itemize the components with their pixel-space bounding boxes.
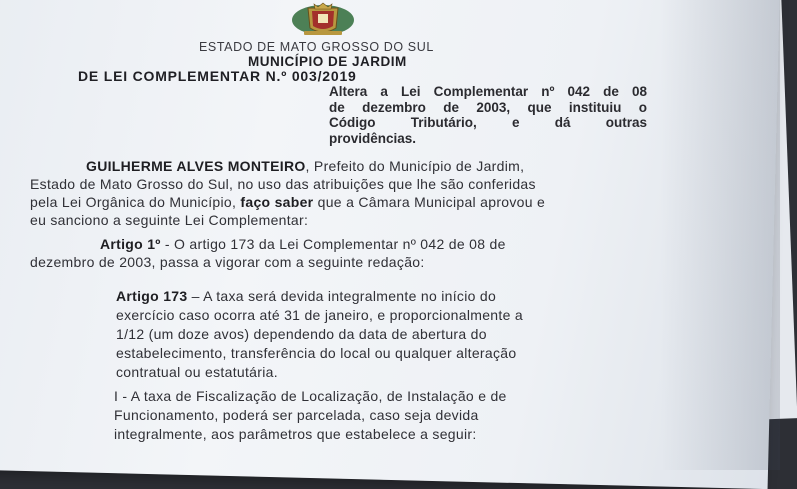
municipal-coat-of-arms-icon [290,0,356,38]
law-summary [329,84,647,146]
article-173-text: – A taxa será devida integralmente no início do [187,288,497,304]
preamble-line-4: eu sanciono a seguinte Lei Complementar: [30,212,309,229]
article-173-line-1 [116,288,496,306]
article-1-label: Artigo 1º [100,235,161,252]
preamble-text: , Prefeito do Município de Jardim, [305,157,525,174]
article-1-line-2: dezembro de 2003, passa a vigorar com a seguinte redação: [30,253,425,270]
summary-line-1: Altera a Lei Complementar nº 042 de 08 [329,84,647,99]
enactment-phrase: faço saber [240,194,314,210]
article-173-line-5: contratual ou estatutária. [116,364,278,380]
item-i-line-1: I - A taxa de Fiscalização de Localização, de Instalação e de [113,388,507,404]
preamble-text: pela Lei Orgânica do Município, [30,194,241,210]
article-173-line-3: 1/12 (um doze avos) dependendo da data de abertura do [116,326,487,342]
article-173-line-2: exercício caso ocorra até 31 de janeiro, e proporcionalmente a [116,307,523,323]
mayor-name: GUILHERME ALVES MONTEIRO [86,157,306,174]
page-shading [660,0,780,470]
law-title: DE LEI COMPLEMENTAR N.º 003/2019 [78,68,357,84]
article-1-text: - O artigo 173 da Lei Complementar nº 042 de 08 de [160,235,506,252]
preamble-line-1 [86,158,524,176]
preamble-text: que a Câmara Municipal aprovou e [313,194,546,210]
summary-line-2: de dezembro de 2003, que instituiu o [329,99,647,115]
preamble-line-2: Estado de Mato Grosso do Sul, no uso das atribuições que lhe são conferidas [30,176,536,192]
article-173-line-4: estabelecimento, transferência do local ou qualquer alteração [115,345,517,361]
summary-line-4: providências. [329,130,417,146]
municipality-header: MUNICÍPIO DE JARDIM [248,54,407,69]
summary-line-3: Código Tributário, e dá outras [329,114,647,130]
article-173-label: Artigo 173 [116,288,188,304]
item-i-line-2: Funcionamento, poderá ser parcelada, caso seja devida [114,407,479,423]
item-i-line-3: integralmente, aos parâmetros que estabelece a seguir: [114,426,477,442]
state-header: ESTADO DE MATO GROSSO DO SUL [199,40,434,54]
article-1-line-1 [100,236,506,254]
preamble-line-3 [30,194,545,212]
